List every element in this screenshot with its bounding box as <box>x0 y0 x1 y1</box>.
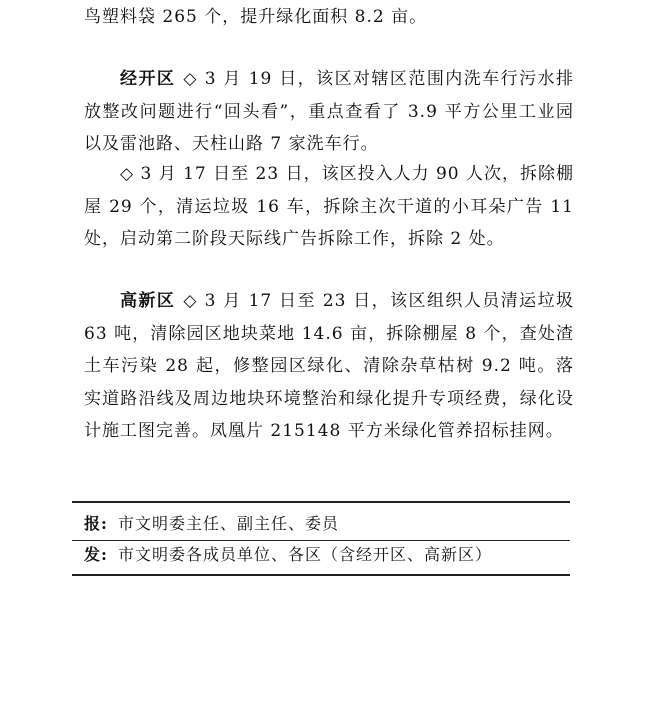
report-to-line <box>84 512 570 536</box>
report-to-recipients: 市文明委主任、副主任、委员 <box>118 514 340 533</box>
send-to-line <box>84 543 570 567</box>
gaoxin-paragraph-1-text: ◇ 3 月 17 日至 23 日，该区组织人员清运垃圾 63 吨，清除园区地块菜地 14.6 亩，拆除棚屋 8 个，查处渣土车污染 28 起，修整园区绿化、清除杂草枯树 9.2 吨。落实道路沿线及周边地块环境整治和绿化提升专项经费，绿化设计施工图完善。凤凰片 215148 平方米绿化管养招标挂网。 <box>84 291 575 441</box>
footer-bottom-rule <box>72 574 570 576</box>
top-fragment-paragraph: 鸟塑料袋 265 个，提升绿化面积 8.2 亩。 <box>84 7 428 27</box>
jingkai-paragraph-1 <box>84 63 574 161</box>
jingkai-paragraph-2: ◇ 3 月 17 日至 23 日，该区投入人力 90 人次，拆除棚屋 29 个，清运垃圾 16 车，拆除主次干道的小耳朵广告 11 处，启动第二阶段天际线广告拆除工作，拆除 2 处。 <box>84 164 575 249</box>
report-label: 报: <box>84 514 108 533</box>
gaoxin-paragraph-1 <box>84 285 574 448</box>
footer-top-rule <box>72 501 570 503</box>
jingkai-paragraph-1-text: ◇ 3 月 19 日，该区对辖区范围内洗车行污水排放整改问题进行“回头看”，重点查看了 3.9 平方公里工业园以及雷池路、天柱山路 7 家洗车行。 <box>84 69 574 154</box>
district-heading-jingkai: 经开区 <box>120 69 176 89</box>
district-heading-gaoxin: 高新区 <box>120 291 176 311</box>
footer-middle-rule <box>72 540 570 541</box>
send-label: 发: <box>84 545 108 564</box>
send-to-recipients: 市文明委各成员单位、各区（含经开区、高新区） <box>118 545 493 564</box>
